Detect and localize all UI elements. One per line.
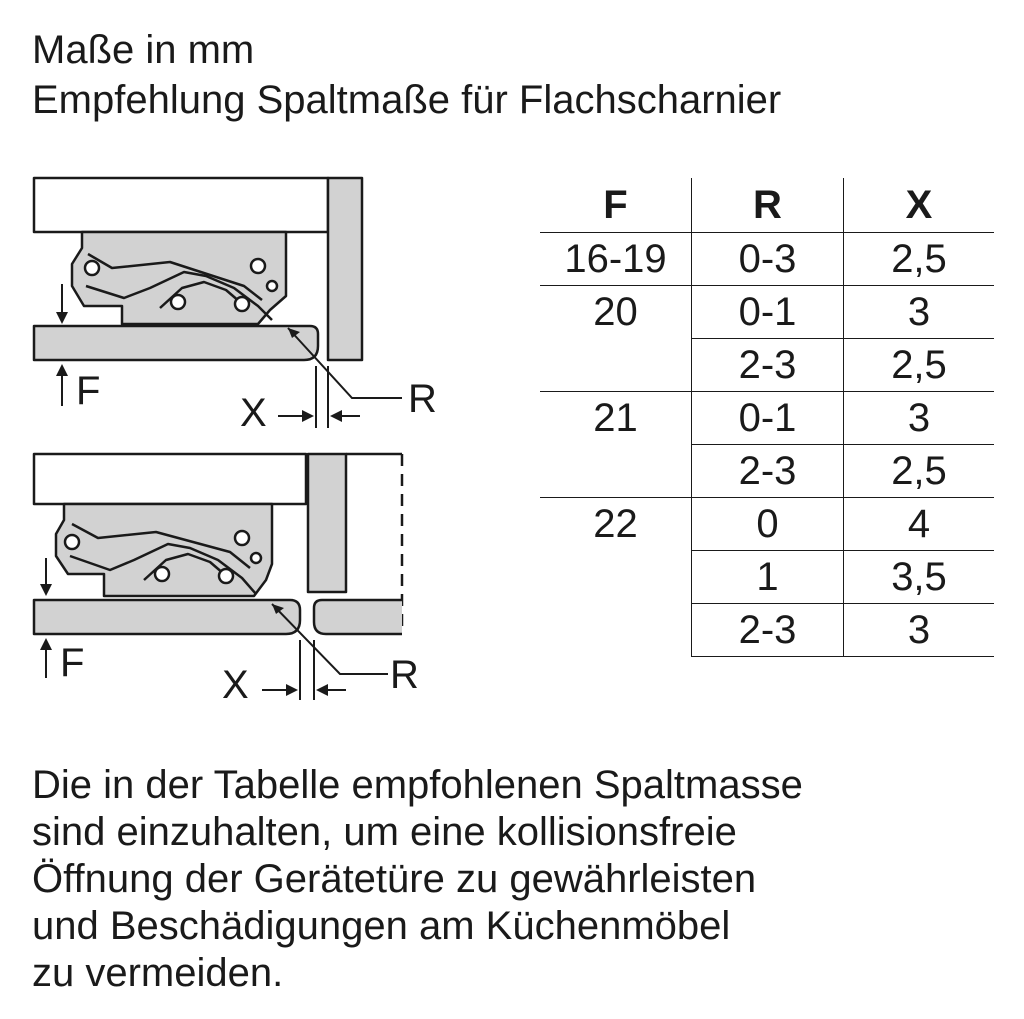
cell-x: 2,5 <box>844 445 995 498</box>
label-x-top: X <box>240 391 267 435</box>
cell-r: 0 <box>692 498 844 551</box>
door-panel <box>34 600 300 634</box>
note-line: und Beschädigungen am Küchenmöbel <box>32 904 731 948</box>
hinge-pivot <box>235 297 249 311</box>
diagram-bottom <box>34 454 402 634</box>
hinge-pivot <box>155 567 169 581</box>
cell-x: 2,5 <box>844 339 995 392</box>
adjacent-door-panel <box>314 600 402 634</box>
label-r-top: R <box>408 377 437 421</box>
note-line: sind einzuhalten, um eine kollisionsfreie <box>32 810 737 854</box>
cell-x: 4 <box>844 498 995 551</box>
units-heading: Maße in mm <box>32 28 255 72</box>
diagram-top <box>34 178 362 360</box>
cell-f: 22 <box>540 498 692 657</box>
hinge-screw <box>267 281 277 291</box>
label-r-bottom: R <box>390 653 419 697</box>
hinge-screw <box>251 553 261 563</box>
door-panel <box>34 326 318 360</box>
note-line: Die in der Tabelle empfohlenen Spaltmasse <box>32 763 803 807</box>
column-header-x: X <box>844 178 995 233</box>
side-wall <box>328 178 362 360</box>
hinge-pivot <box>251 259 265 273</box>
hinge-body <box>72 232 286 324</box>
cell-f: 21 <box>540 392 692 498</box>
cell-x: 3 <box>844 392 995 445</box>
cell-r: 1 <box>692 551 844 604</box>
column-header-r: R <box>692 178 844 233</box>
hinge-pivot <box>171 295 185 309</box>
cell-x: 2,5 <box>844 233 995 286</box>
note-line: Öffnung der Gerätetüre zu gewährleisten <box>32 857 757 901</box>
cabinet-top <box>34 178 328 232</box>
cell-r: 2-3 <box>692 445 844 498</box>
table-row <box>540 392 994 445</box>
hinge-pivot <box>219 569 233 583</box>
label-f-top: F <box>76 369 101 413</box>
cell-r: 0-3 <box>692 233 844 286</box>
hinge-pivot <box>65 535 79 549</box>
table-row <box>540 233 994 286</box>
table-header-row <box>540 178 994 233</box>
column-header-f: F <box>540 178 692 233</box>
table-row <box>540 286 994 339</box>
cell-r: 0-1 <box>692 392 844 445</box>
instruction-note <box>32 762 803 997</box>
hinge-pivot <box>235 531 249 545</box>
label-x-bottom: X <box>222 663 249 707</box>
cell-x: 3,5 <box>844 551 995 604</box>
table-row <box>540 498 994 551</box>
gap-table <box>540 178 994 657</box>
label-f-bottom: F <box>60 641 85 685</box>
recommendation-heading: Empfehlung Spaltmaße für Flachscharnier <box>32 78 782 122</box>
side-wall <box>308 454 346 592</box>
dimension-x-top <box>278 366 360 428</box>
cabinet-top <box>34 454 306 504</box>
cell-r: 2-3 <box>692 604 844 657</box>
note-line: zu vermeiden. <box>32 951 284 995</box>
dimension-x-bottom <box>262 640 346 700</box>
hinge-gap-diagram <box>0 160 470 720</box>
cell-f: 20 <box>540 286 692 392</box>
cell-x: 3 <box>844 286 995 339</box>
hinge-body <box>56 504 272 596</box>
hinge-pivot <box>85 261 99 275</box>
cell-f: 16-19 <box>540 233 692 286</box>
cell-x: 3 <box>844 604 995 657</box>
cell-r: 2-3 <box>692 339 844 392</box>
cell-r: 0-1 <box>692 286 844 339</box>
